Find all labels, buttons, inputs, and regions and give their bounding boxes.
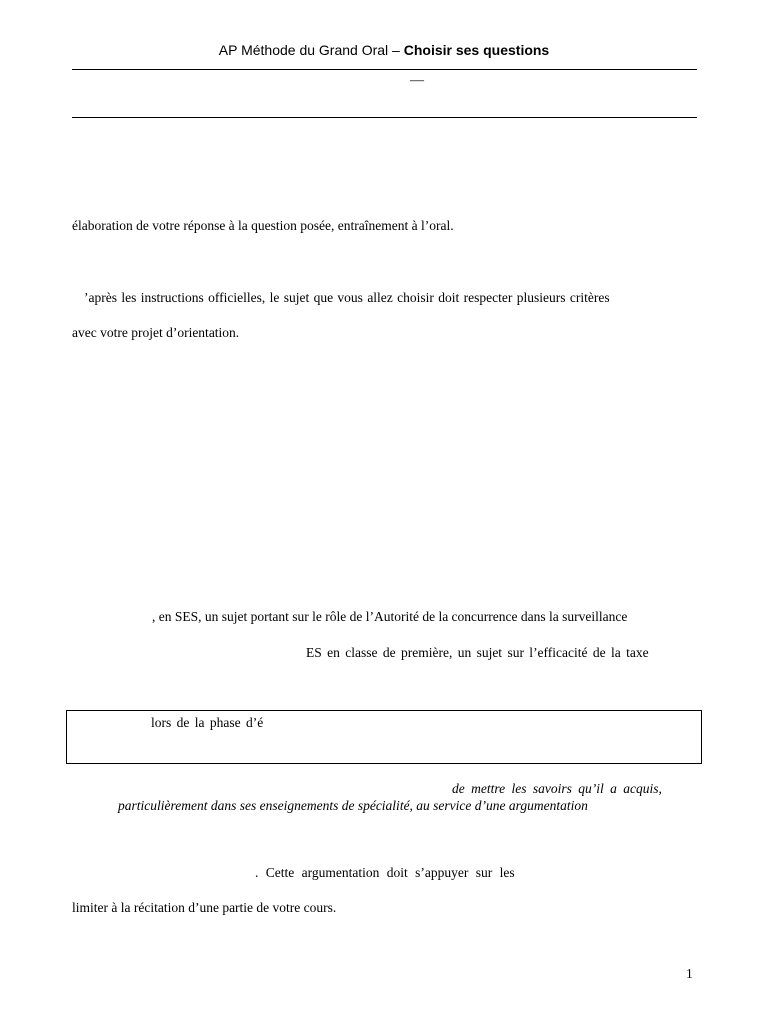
- page-number: 1: [686, 966, 693, 981]
- page-header-title: [0, 42, 768, 58]
- body-line-2: ’après les instructions officielles, le sujet que vous allez choisir doit respecter plusieurs critères: [84, 290, 610, 305]
- body-line-1: élaboration de votre réponse à la question posée, entraînement à l’oral.: [72, 218, 454, 233]
- header-rule-bottom: [72, 117, 697, 118]
- italic-line-2: particulièrement dans ses enseignements de spécialité, au service d’une argumentation: [118, 798, 588, 813]
- body-line-6: . Cette argumentation doit s’appuyer sur les: [255, 865, 515, 880]
- header-subline: —: [410, 73, 424, 88]
- body-line-7: limiter à la récitation d’une partie de votre cours.: [72, 900, 337, 915]
- header-rule-top: [72, 69, 697, 70]
- header-title-regular: AP Méthode du Grand Oral –: [218, 42, 404, 58]
- box-text: lors de la phase d’é: [151, 715, 264, 730]
- body-line-4: , en SES, un sujet portant sur le rôle de l’Autorité de la concurrence dans la surveillance: [152, 609, 628, 624]
- framed-box: [66, 710, 702, 764]
- italic-line-1: de mettre les savoirs qu’il a acquis,: [452, 781, 662, 796]
- body-line-3: avec votre projet d’orientation.: [72, 325, 240, 340]
- body-line-5: ES en classe de première, un sujet sur l’efficacité de la taxe: [306, 645, 649, 660]
- header-title-bold: Choisir ses questions: [403, 42, 550, 58]
